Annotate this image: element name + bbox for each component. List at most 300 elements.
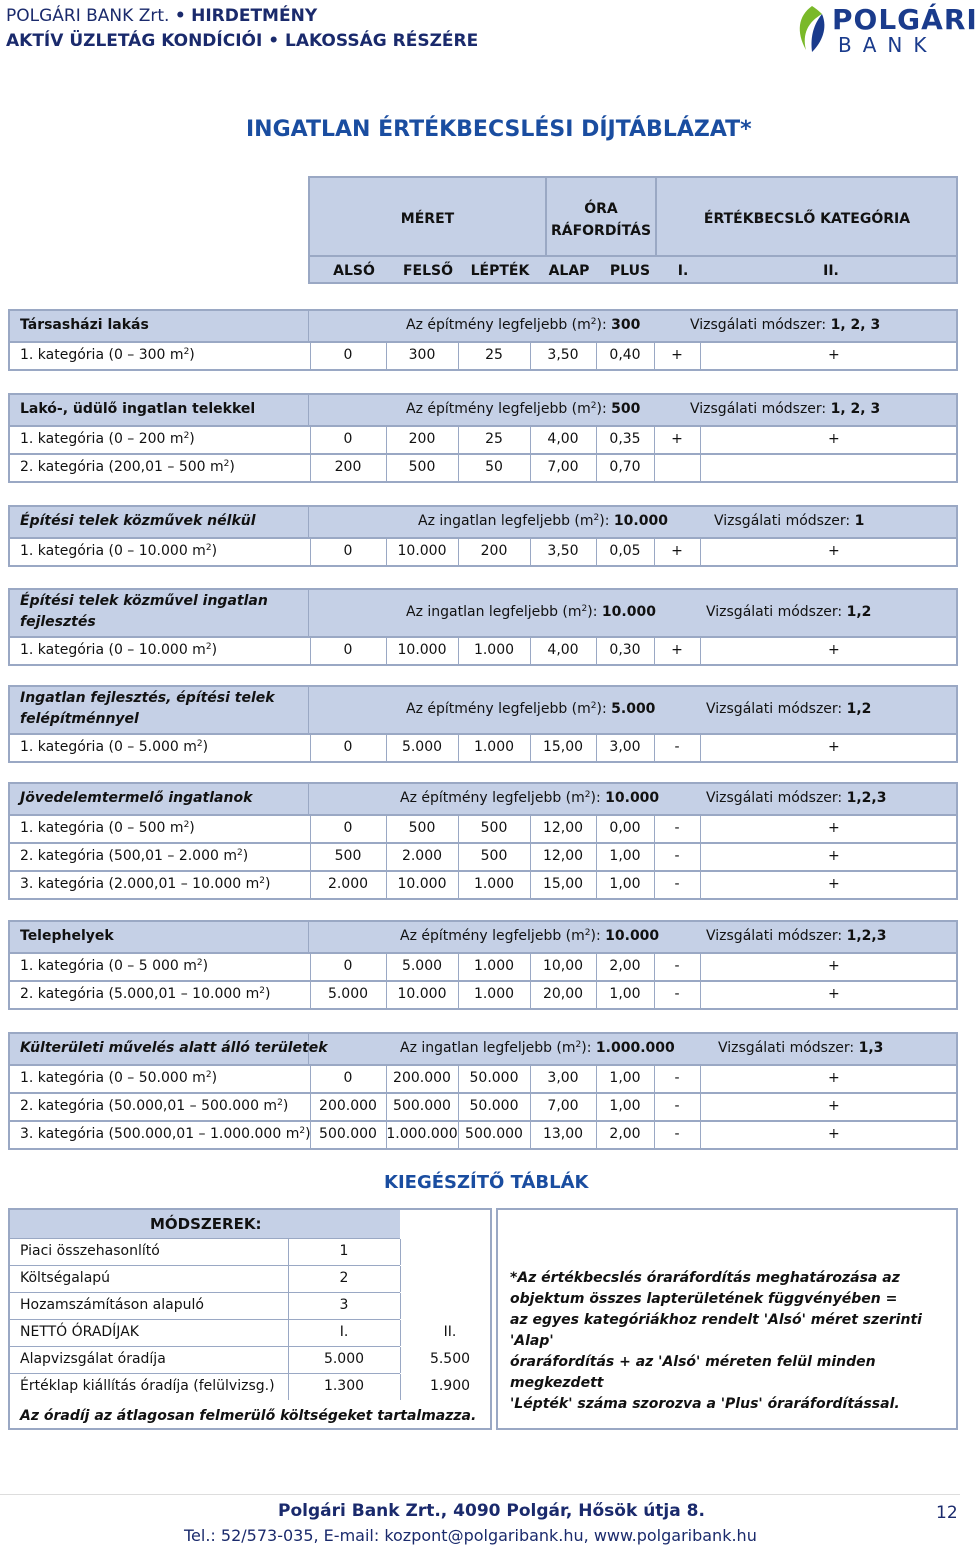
limit-value: 500	[611, 401, 641, 417]
category-label-text: 1. kategória (0 – 500 m	[20, 820, 184, 836]
section-header	[10, 1034, 956, 1064]
cell-also: 0	[343, 958, 353, 974]
note-line: *Az értékbecslés óraráfordítás meghatározása az	[510, 1270, 900, 1286]
cell-plus: 2,00	[609, 958, 641, 974]
cell-alap: 15,00	[542, 739, 584, 755]
cell-c2: +	[828, 642, 840, 658]
category-label	[20, 820, 195, 836]
category-label-text: 1. kategória (0 – 300 m	[20, 347, 184, 363]
section-header	[10, 311, 956, 341]
section-name-line1: Építési telek közművel ingatlan	[20, 593, 268, 609]
cell-c2: +	[828, 739, 840, 755]
note-line: az egyes kategóriákhoz rendelt 'Alsó' méret szerinti 'Alap'	[510, 1312, 922, 1349]
category-label-tail: )	[305, 1126, 311, 1142]
section-method	[690, 317, 880, 333]
section-header-divider	[308, 311, 309, 341]
col-cat2: II.	[823, 263, 839, 279]
section-header-divider	[308, 784, 309, 814]
limit-sup: 2	[590, 401, 597, 411]
col-meret: MÉRET	[400, 211, 455, 227]
cell-lepek: 50	[485, 459, 503, 475]
methods-header-label: MÓDSZEREK:	[150, 1215, 262, 1233]
category-label	[20, 739, 208, 755]
limit-prefix: Az építmény legfeljebb (m	[406, 401, 591, 417]
col-lepek: LÉPTÉK	[470, 263, 530, 279]
cell-alap: 3,00	[547, 1070, 579, 1086]
limit-suffix: ):	[590, 928, 606, 944]
cell-c2: +	[828, 958, 840, 974]
cell-divider	[700, 455, 701, 481]
cell-plus: 1,00	[609, 848, 641, 864]
cell-plus: 2,00	[609, 1126, 641, 1142]
cell-also: 0	[343, 820, 353, 836]
cell-lepek: 200	[480, 543, 508, 559]
cell-lepek: 500	[480, 848, 508, 864]
category-label-tail: )	[211, 543, 218, 559]
cell-felso: 2.000	[401, 848, 443, 864]
category-label	[20, 431, 195, 447]
cell-c1: -	[674, 876, 680, 892]
method-label: Piaci összehasonlító	[20, 1243, 160, 1259]
category-label-sup: 2	[259, 876, 265, 886]
category-label	[20, 1098, 288, 1114]
category-label-text: 1. kategória (0 – 200 m	[20, 431, 184, 447]
method-row	[10, 1292, 400, 1319]
cell-alap: 3,50	[547, 347, 579, 363]
cell-also: 0	[343, 431, 353, 447]
category-row	[10, 733, 956, 761]
method-label: Vizsgálati módszer:	[706, 701, 847, 717]
cell-felso: 10.000	[397, 543, 447, 559]
cell-lepek: 50.000	[469, 1070, 519, 1086]
cell-divider	[400, 1266, 401, 1292]
category-label-sup: 2	[277, 1098, 283, 1108]
category-row	[10, 814, 956, 842]
category-row	[10, 453, 956, 481]
section-limit	[406, 604, 656, 620]
col-ora-2: RÁFORDÍTÁS	[550, 223, 652, 239]
category-row	[10, 1120, 956, 1148]
cell-plus: 0,00	[609, 820, 641, 836]
limit-value: 10.000	[605, 790, 660, 806]
cell-c1: -	[674, 958, 680, 974]
limit-suffix: ):	[596, 701, 612, 717]
category-label-text: 1. kategória (0 – 50.000 m	[20, 1070, 206, 1086]
method-value-2: 1.900	[429, 1378, 471, 1394]
section-method	[706, 604, 871, 620]
category-row	[10, 636, 956, 664]
limit-value: 10.000	[605, 928, 660, 944]
cell-lepek: 1.000	[473, 958, 515, 974]
category-label-tail: )	[229, 459, 235, 475]
col-felso: FELSŐ	[402, 263, 454, 279]
note-text	[510, 1268, 950, 1415]
method-value-1: 5.000	[323, 1351, 365, 1367]
method-row	[10, 1238, 400, 1265]
section-header-divider	[308, 395, 309, 425]
cell-also: 200.000	[319, 1098, 377, 1114]
category-row	[10, 870, 956, 898]
page-number: 12	[936, 1503, 958, 1523]
category-label-tail: )	[189, 820, 195, 836]
method-value: 1,2,3	[846, 790, 887, 806]
cell-lepek: 1.000	[473, 739, 515, 755]
cell-alap: 20,00	[542, 986, 584, 1002]
cell-also: 2.000	[327, 876, 369, 892]
cell-alap: 13,00	[542, 1126, 584, 1142]
cell-felso: 10.000	[397, 876, 447, 892]
cell-alap: 4,00	[547, 431, 579, 447]
method-row	[10, 1265, 400, 1292]
method-label: Vizsgálati módszer:	[706, 604, 847, 620]
cell-plus: 0,35	[609, 431, 641, 447]
logo-word-1: POLGÁRI	[832, 3, 978, 36]
cell-alap: 12,00	[542, 848, 584, 864]
cell-divider	[400, 1347, 401, 1373]
limit-value: 300	[611, 317, 641, 333]
limit-sup: 2	[575, 1040, 582, 1050]
method-value-1: 1.300	[323, 1378, 365, 1394]
cell-c1: +	[671, 642, 683, 658]
method-label: NETTÓ ÓRADÍJAK	[20, 1324, 139, 1340]
method-label: Értéklap kiállítás óradíja (felülvizsg.)	[20, 1378, 275, 1394]
category-label	[20, 543, 217, 559]
cell-c2: +	[828, 347, 840, 363]
limit-prefix: Az ingatlan legfeljebb (m	[406, 604, 582, 620]
note-box	[496, 1208, 958, 1430]
section-limit	[406, 401, 640, 417]
cell-lepek: 500.000	[465, 1126, 523, 1142]
cell-c1: +	[671, 431, 683, 447]
cell-plus: 0,30	[609, 642, 641, 658]
limit-suffix: ):	[599, 513, 614, 529]
col-alap: ALAP	[548, 263, 590, 279]
section-1	[8, 309, 958, 371]
cell-plus: 1,00	[609, 1070, 641, 1086]
cell-divider	[400, 1239, 401, 1265]
method-label: Hozamszámításon alapuló	[20, 1297, 204, 1313]
category-label-sup: 2	[259, 986, 265, 996]
method-value-2: II.	[443, 1324, 457, 1340]
cell-lepek: 500	[480, 820, 508, 836]
limit-suffix: ):	[587, 604, 602, 620]
category-row	[10, 537, 956, 565]
category-row	[10, 1064, 956, 1092]
category-label-sup: 2	[205, 1070, 212, 1080]
cell-divider	[400, 1320, 401, 1346]
method-value-1: I.	[339, 1324, 349, 1340]
bank-name: POLGÁRI BANK Zrt.	[6, 6, 170, 26]
limit-prefix: Az építmény legfeljebb (m	[406, 317, 591, 333]
cell-also: 0	[343, 739, 353, 755]
category-label-text: 2. kategória (5.000,01 – 10.000 m	[20, 986, 260, 1002]
cell-plus: 0,40	[609, 347, 641, 363]
category-row	[10, 980, 956, 1008]
category-label-text: 1. kategória (0 – 5 000 m	[20, 958, 197, 974]
cell-c1: -	[674, 739, 680, 755]
cell-lepek: 50.000	[469, 1098, 519, 1114]
cell-also: 500	[334, 848, 362, 864]
column-header	[308, 176, 958, 284]
method-value: 1, 2, 3	[830, 317, 881, 333]
supplementary-title: KIEGÉSZÍTŐ TÁBLÁK	[384, 1172, 589, 1193]
cell-c1: -	[674, 1098, 680, 1114]
limit-suffix: ):	[590, 790, 606, 806]
col-ora-1: ÓRA	[584, 201, 618, 217]
category-label-sup: 2	[183, 431, 190, 441]
cell-also: 0	[343, 1070, 353, 1086]
category-label-tail: )	[265, 876, 271, 892]
section-method	[690, 401, 880, 417]
methods-table	[8, 1208, 492, 1430]
page-title: INGATLAN ÉRTÉKBECSLÉSI DÍJTÁBLÁZAT*	[246, 117, 752, 142]
section-name: Építési telek közművek nélkül	[20, 513, 256, 529]
cell-felso: 5.000	[401, 739, 443, 755]
category-row	[10, 1092, 956, 1120]
category-label	[20, 459, 235, 475]
category-label-text: 2. kategória (500,01 – 2.000 m	[20, 848, 237, 864]
limit-prefix: Az építmény legfeljebb (m	[400, 928, 585, 944]
cell-felso: 500.000	[393, 1098, 451, 1114]
category-label-sup: 2	[183, 820, 190, 830]
section-limit	[418, 513, 668, 529]
cell-c2: +	[828, 820, 840, 836]
category-label-tail: )	[211, 642, 218, 658]
cell-plus: 0,05	[609, 543, 641, 559]
cell-c1: -	[674, 1070, 680, 1086]
method-value: 1,3	[858, 1040, 884, 1056]
cell-also: 0	[343, 543, 353, 559]
cell-felso: 10.000	[397, 986, 447, 1002]
cell-alap: 7,00	[547, 459, 579, 475]
cell-alap: 12,00	[542, 820, 584, 836]
limit-suffix: ):	[581, 1040, 596, 1056]
cell-also: 0	[343, 347, 353, 363]
cell-also: 500.000	[319, 1126, 377, 1142]
limit-sup: 2	[590, 701, 597, 711]
limit-value: 10.000	[601, 604, 656, 620]
section-name: Társasházi lakás	[20, 317, 149, 333]
method-label: Vizsgálati módszer:	[706, 790, 847, 806]
cell-c1: +	[671, 347, 683, 363]
method-label: Vizsgálati módszer:	[690, 317, 831, 333]
methods-header	[10, 1210, 400, 1238]
limit-sup: 2	[581, 604, 588, 614]
col-plus: PLUS	[609, 263, 651, 279]
limit-suffix: ):	[596, 317, 612, 333]
cell-alap: 7,00	[547, 1098, 579, 1114]
category-label	[20, 876, 270, 892]
category-label-sup: 2	[237, 848, 243, 858]
section-limit	[400, 790, 659, 806]
category-label-text: 1. kategória (0 – 10.000 m	[20, 642, 206, 658]
category-label-text: 2. kategória (50.000,01 – 500.000 m	[20, 1098, 278, 1114]
section-name: Külterületi művelés alatt álló területek	[20, 1040, 328, 1056]
cell-c2: +	[828, 431, 840, 447]
section-limit	[406, 701, 655, 717]
section-header-divider	[308, 687, 309, 733]
cell-felso: 10.000	[397, 642, 447, 658]
category-label-tail: )	[242, 848, 249, 864]
cell-c1: -	[674, 986, 680, 1002]
method-value-2: 5.500	[429, 1351, 471, 1367]
method-value: 1	[854, 513, 865, 529]
category-label	[20, 1126, 311, 1142]
cell-lepek: 1.000	[473, 642, 515, 658]
section-limit	[400, 928, 659, 944]
limit-sup: 2	[584, 928, 591, 938]
category-label-tail: )	[202, 739, 209, 755]
method-value: 1,2	[846, 701, 872, 717]
section-6	[8, 782, 958, 900]
cell-c1: -	[674, 848, 680, 864]
limit-sup: 2	[593, 513, 600, 523]
cell-plus: 0,70	[609, 459, 641, 475]
category-row	[10, 952, 956, 980]
note-line: 'Lépték' száma szorozva a 'Plus' óraráfordítással.	[510, 1396, 900, 1412]
category-row	[10, 842, 956, 870]
limit-prefix: Az építmény legfeljebb (m	[400, 790, 585, 806]
note-line: óraráfordítás + az 'Alsó' méreten felül minden megkezdett	[510, 1354, 876, 1391]
section-header	[10, 784, 956, 814]
cell-felso: 500	[408, 820, 436, 836]
cell-alap: 10,00	[542, 958, 584, 974]
header-line1	[6, 6, 317, 26]
category-label	[20, 1070, 217, 1086]
method-label: Alapvizsgálat óradíja	[20, 1351, 166, 1367]
cell-divider	[400, 1293, 401, 1319]
category-label	[20, 347, 195, 363]
col-kategoria: ÉRTÉKBECSLŐ KATEGÓRIA	[703, 211, 911, 227]
category-label-sup: 2	[196, 739, 203, 749]
section-name-line1: Ingatlan fejlesztés, építési telek	[20, 690, 275, 706]
category-label-tail: )	[282, 1098, 289, 1114]
category-label	[20, 642, 217, 658]
limit-value: 5.000	[611, 701, 656, 717]
cell-plus: 1,00	[609, 1098, 641, 1114]
section-method	[714, 513, 864, 529]
method-label: Költségalapú	[20, 1270, 111, 1286]
limit-value: 10.000	[613, 513, 668, 529]
cell-c1: -	[674, 1126, 680, 1142]
cell-plus: 1,00	[609, 986, 641, 1002]
cell-felso: 1.000.000	[386, 1126, 458, 1142]
cell-plus: 1,00	[609, 876, 641, 892]
section-name: Telephelyek	[20, 928, 114, 944]
method-label: Vizsgálati módszer:	[706, 928, 847, 944]
category-label-tail: )	[202, 958, 209, 974]
category-label	[20, 848, 248, 864]
category-label-text: 1. kategória (0 – 10.000 m	[20, 543, 206, 559]
cell-c2: +	[828, 1098, 840, 1114]
bullet: •	[174, 6, 186, 26]
category-label	[20, 958, 208, 974]
section-header	[10, 687, 956, 733]
cell-felso: 300	[408, 347, 436, 363]
method-row	[10, 1346, 471, 1373]
col-cat1: I.	[677, 263, 689, 279]
section-2	[8, 393, 958, 483]
limit-sup: 2	[584, 790, 591, 800]
method-value: 1,2	[846, 604, 872, 620]
category-row	[10, 425, 956, 453]
category-label-sup: 2	[196, 958, 203, 968]
category-label-tail: )	[265, 986, 271, 1002]
cell-divider	[400, 1374, 401, 1400]
method-value-1: 3	[339, 1297, 349, 1313]
logo-word-2: BANK	[838, 33, 938, 57]
section-limit	[406, 317, 640, 333]
method-value-1: 1	[339, 1243, 349, 1259]
cell-c2: +	[828, 1126, 840, 1142]
cell-c2: +	[828, 1070, 840, 1086]
section-header-divider	[308, 590, 309, 636]
cell-c2: +	[828, 876, 840, 892]
category-label-text: 2. kategória (200,01 – 500 m	[20, 459, 224, 475]
section-header	[10, 590, 956, 636]
notice-label: HIRDETMÉNY	[191, 6, 318, 26]
cell-alap: 3,50	[547, 543, 579, 559]
category-label-sup: 2	[183, 347, 190, 357]
category-label-text: 3. kategória (2.000,01 – 10.000 m	[20, 876, 260, 892]
note-line: objektum összes lapterületének függvényében =	[510, 1291, 898, 1307]
limit-prefix: Az építmény legfeljebb (m	[406, 701, 591, 717]
section-header	[10, 922, 956, 952]
category-label-text: 3. kategória (500.000,01 – 1.000.000 m	[20, 1126, 300, 1142]
method-value-1: 2	[339, 1270, 349, 1286]
methods-footnote: Az óradíj az átlagosan felmerülő költségeket tartalmazza.	[20, 1408, 477, 1424]
section-method	[706, 928, 886, 944]
limit-prefix: Az ingatlan legfeljebb (m	[400, 1040, 576, 1056]
limit-prefix: Az ingatlan legfeljebb (m	[418, 513, 594, 529]
cell-lepek: 1.000	[473, 876, 515, 892]
limit-suffix: ):	[596, 401, 612, 417]
cell-also: 0	[343, 642, 353, 658]
method-label: Vizsgálati módszer:	[690, 401, 831, 417]
method-value: 1, 2, 3	[830, 401, 881, 417]
cell-felso: 500	[408, 459, 436, 475]
section-name-line2: felépítménnyel	[20, 711, 139, 727]
method-label: Vizsgálati módszer:	[718, 1040, 859, 1056]
cell-plus: 3,00	[609, 739, 641, 755]
section-header	[10, 507, 956, 537]
method-row	[10, 1319, 457, 1346]
cell-c2: +	[828, 543, 840, 559]
section-7	[8, 920, 958, 1010]
section-header	[10, 395, 956, 425]
category-label-text: 1. kategória (0 – 5.000 m	[20, 739, 197, 755]
cell-c2: +	[828, 986, 840, 1002]
cell-felso: 5.000	[401, 958, 443, 974]
section-method	[706, 790, 886, 806]
leaf-icon	[792, 2, 832, 56]
section-name: Jövedelemtermelő ingatlanok	[20, 790, 253, 806]
cell-felso: 200.000	[393, 1070, 451, 1086]
category-label-sup: 2	[223, 459, 230, 469]
category-label-sup: 2	[205, 543, 212, 553]
category-label-sup: 2	[299, 1126, 306, 1136]
section-5	[8, 685, 958, 763]
footer-divider	[0, 1494, 960, 1495]
cell-c1: +	[671, 543, 683, 559]
section-method	[706, 701, 871, 717]
cell-lepek: 25	[485, 431, 503, 447]
section-8	[8, 1032, 958, 1150]
section-header-divider	[308, 922, 309, 952]
category-label-tail: )	[189, 431, 195, 447]
method-value: 1,2,3	[846, 928, 887, 944]
cell-divider	[654, 455, 655, 481]
